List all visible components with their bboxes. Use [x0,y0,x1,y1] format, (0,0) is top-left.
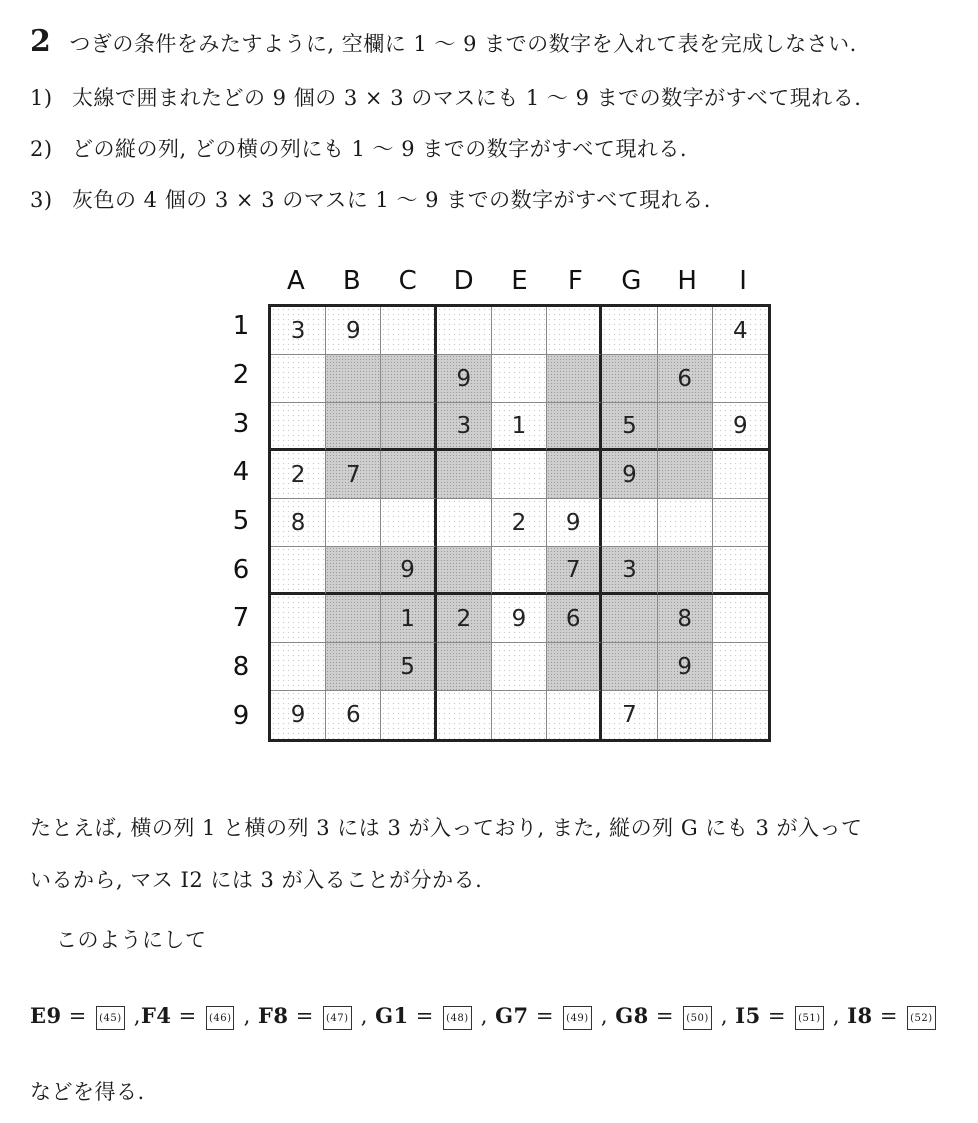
cell-I1: 4 [713,307,768,355]
equals-sign: = [408,1004,442,1028]
cell-G5 [602,499,657,547]
cell-E2 [492,355,547,403]
cell-A2 [271,355,326,403]
answer-cell-label: F4 [140,1003,172,1028]
cell-E6 [492,547,547,595]
answer-box[interactable]: (45) [96,1006,125,1030]
column-label-D: D [453,266,474,296]
condition-number: 1) [30,86,53,110]
cell-C5 [381,499,436,547]
cell-H8: 9 [658,643,713,691]
cell-D2: 9 [437,355,492,403]
cell-G7 [602,595,657,643]
cell-E8 [492,643,547,691]
equals-sign: = [171,1004,204,1028]
explanation-line-3: このようにして [56,928,207,952]
cell-I5 [713,499,768,547]
answer-box[interactable]: (51) [795,1006,824,1030]
separator: , [713,1004,736,1028]
cell-C6: 9 [381,547,436,595]
cell-G2 [602,355,657,403]
explanation-line-2 [30,864,482,894]
cell-F3 [547,403,602,451]
closing-line: などを得る. [30,1080,145,1104]
cell-A5: 8 [271,499,326,547]
answer-cell-label: G8 [615,1003,649,1028]
cell-H5 [658,499,713,547]
separator: , [473,1004,496,1028]
answer-box[interactable]: (47) [323,1006,352,1030]
cell-A7 [271,595,326,643]
cell-B3 [326,403,381,451]
cell-I3: 9 [713,403,768,451]
cell-A8 [271,643,326,691]
separator: , [126,1004,141,1028]
answer-box[interactable]: (48) [443,1006,472,1030]
cell-C2 [381,355,436,403]
column-label-E: E [511,266,528,296]
column-label-F: F [567,266,583,296]
explanation-text: いるから, マス I2 には 3 が入ることが分かる. [30,868,483,892]
answer-cell-label: E9 [30,1003,62,1028]
cell-E4 [492,451,547,499]
cell-A4: 2 [271,451,326,499]
answer-cell-label: I5 [735,1003,761,1028]
answer-cell-label: I8 [847,1003,873,1028]
answer-box[interactable]: (46) [206,1006,235,1030]
equals-sign: = [872,1004,906,1028]
sudoku-board [268,304,771,742]
cell-G3: 5 [602,403,657,451]
answer-box[interactable]: (52) [907,1006,936,1030]
condition-number: 3) [30,188,53,212]
cell-I7 [713,595,768,643]
problem-heading [30,24,857,59]
cell-A1: 3 [271,307,326,355]
cell-I6 [713,547,768,595]
column-label-I: I [739,266,747,296]
cell-A9: 9 [271,691,326,739]
cell-D7: 2 [437,595,492,643]
cell-F2 [547,355,602,403]
cell-F5: 9 [547,499,602,547]
cell-F8 [547,643,602,691]
row-label-2: 2 [232,360,250,390]
equals-sign: = [760,1004,794,1028]
cell-B7 [326,595,381,643]
cell-D9 [437,691,492,739]
separator: , [353,1004,376,1028]
cell-D4 [437,451,492,499]
cell-G8 [602,643,657,691]
answer-cell-label: G1 [375,1003,409,1028]
cell-B9: 6 [326,691,381,739]
cell-I2 [713,355,768,403]
column-label-B: B [342,266,361,296]
cell-H1 [658,307,713,355]
condition-text: 灰色の 4 個の 3 × 3 のマスに 1 ～ 9 までの数字がすべて現れる. [72,188,711,212]
cell-C9 [381,691,436,739]
cell-D5 [437,499,492,547]
row-label-8: 8 [232,652,250,682]
cell-H6 [658,547,713,595]
cell-B5 [326,499,381,547]
cell-D8 [437,643,492,691]
row-label-9: 9 [232,700,250,731]
separator: , [825,1004,848,1028]
cell-C4 [381,451,436,499]
row-label-6: 6 [232,554,250,585]
cell-E9 [492,691,547,739]
row-label-1: 1 [232,311,250,342]
condition-3 [30,184,711,214]
cell-C7: 1 [381,595,436,643]
cell-F1 [547,307,602,355]
cell-H3 [658,403,713,451]
separator: , [593,1004,616,1028]
cell-E1 [492,307,547,355]
sudoku-figure [220,258,780,748]
answer-cell-label: F8 [258,1003,289,1028]
cell-D1 [437,307,492,355]
problem-number: 2 [30,24,52,59]
cell-H9 [658,691,713,739]
condition-number: 2) [30,137,53,161]
cell-D3: 3 [437,403,492,451]
cell-G9: 7 [602,691,657,739]
condition-1 [30,82,861,112]
condition-text: 太線で囲まれたどの 9 個の 3 × 3 のマスにも 1 ～ 9 までの数字がすべて現れる. [72,86,862,110]
cell-E5: 2 [492,499,547,547]
cell-E3: 1 [492,403,547,451]
answer-box[interactable]: (49) [563,1006,592,1030]
equals-sign: = [61,1004,95,1028]
cell-A6 [271,547,326,595]
row-label-5: 5 [232,506,250,536]
cell-C8: 5 [381,643,436,691]
row-label-7: 7 [232,603,250,634]
equals-sign: = [528,1004,562,1028]
cell-C1 [381,307,436,355]
equals-sign: = [648,1004,682,1028]
condition-2 [30,133,687,163]
cell-B8 [326,643,381,691]
answer-cell-label: G7 [495,1003,529,1028]
cell-H2: 6 [658,355,713,403]
cell-A3 [271,403,326,451]
cell-G4: 9 [602,451,657,499]
row-label-4: 4 [232,457,250,488]
column-label-H: H [677,266,697,296]
cell-H7: 8 [658,595,713,643]
equals-sign: = [288,1004,321,1028]
cell-B4: 7 [326,451,381,499]
cell-G6: 3 [602,547,657,595]
cell-H4 [658,451,713,499]
cell-G1 [602,307,657,355]
cell-I9 [713,691,768,739]
explanation-line-1: たとえば, 横の列 1 と横の列 3 には 3 が入っており, また, 縦の列 G にも 3 が入って [30,816,863,840]
answer-box[interactable]: (50) [683,1006,712,1030]
row-label-3: 3 [232,408,250,439]
condition-text: どの縦の列, どの横の列にも 1 ～ 9 までの数字がすべて現れる. [72,137,688,161]
cell-I8 [713,643,768,691]
column-label-C: C [398,266,417,296]
separator: , [236,1004,259,1028]
cell-B1: 9 [326,307,381,355]
answer-line [30,1003,938,1030]
cell-B2 [326,355,381,403]
cell-F9 [547,691,602,739]
cell-F4 [547,451,602,499]
column-label-A: A [287,266,305,296]
cell-C3 [381,403,436,451]
cell-B6 [326,547,381,595]
cell-I4 [713,451,768,499]
cell-F6: 7 [547,547,602,595]
cell-E7: 9 [492,595,547,643]
column-label-G: G [621,266,642,296]
cell-D6 [437,547,492,595]
problem-intro: つぎの条件をみたすように, 空欄に 1 ～ 9 までの数字を入れて表を完成しなさい. [69,32,857,56]
cell-F7: 6 [547,595,602,643]
